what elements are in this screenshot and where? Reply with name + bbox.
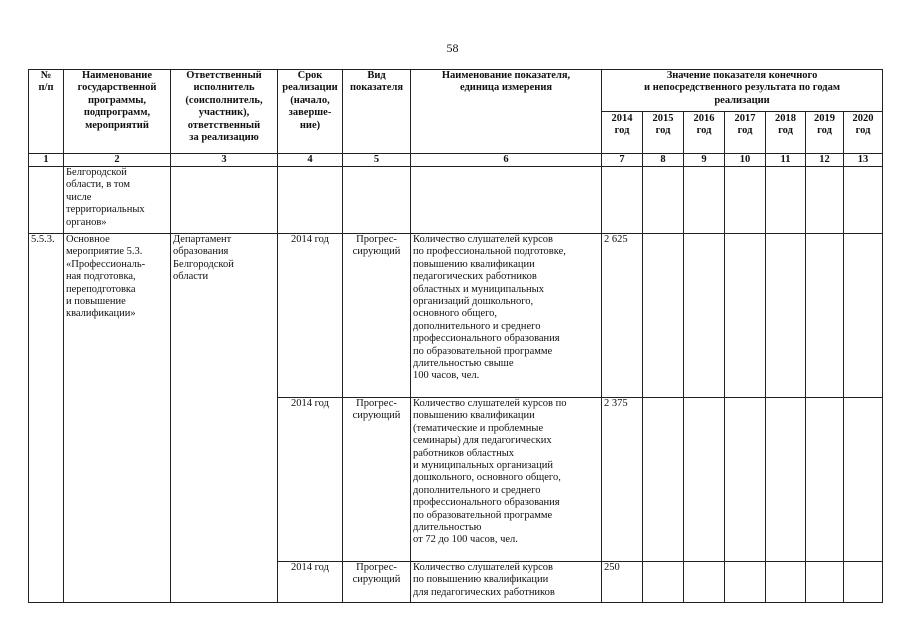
continuation-name: Белгородской области, в том числе территориальных органов» [64, 167, 171, 234]
cell-empty [29, 167, 64, 234]
continuation-row [29, 167, 883, 234]
year-2020: 2020 год [844, 112, 883, 154]
cell-empty [806, 398, 844, 562]
indicator-description: Количество слушателей курсов по профессиональной подготовке, повышению квалификации педагогических работников областных и муниципальных организаций дошкольного, основного общего, дополнительного и среднего профессионального образования по образовательной программе длительностью свыше 100 часов, чел. [411, 234, 602, 398]
indicator-row-1 [29, 234, 883, 398]
cell-empty [343, 167, 411, 234]
cell-empty [844, 167, 883, 234]
year-2014: 2014 год [602, 112, 643, 154]
cell-empty [411, 167, 602, 234]
indicator-value-2014: 2 625 [602, 234, 643, 398]
cell-empty [171, 167, 278, 234]
column-numbers-row [29, 154, 883, 167]
cell-empty [806, 234, 844, 398]
cell-empty [725, 398, 766, 562]
cell-empty [684, 398, 725, 562]
cell-empty [684, 234, 725, 398]
indicator-type: Прогрес- сирующий [343, 562, 411, 603]
column-number: 11 [766, 154, 806, 167]
measure-responsible: Департамент образования Белгородской области [171, 234, 278, 603]
indicator-term: 2014 год [278, 234, 343, 398]
column-number: 2 [64, 154, 171, 167]
cell-empty [844, 562, 883, 603]
column-number: 7 [602, 154, 643, 167]
cell-empty [844, 234, 883, 398]
column-number: 8 [643, 154, 684, 167]
indicator-type: Прогрес- сирующий [343, 398, 411, 562]
year-2018: 2018 год [766, 112, 806, 154]
cell-empty [643, 562, 684, 603]
cell-empty [806, 562, 844, 603]
cell-empty [766, 398, 806, 562]
indicator-value-2014: 2 375 [602, 398, 643, 562]
measure-number: 5.5.3. [29, 234, 64, 603]
indicator-type: Прогрес- сирующий [343, 234, 411, 398]
column-number: 10 [725, 154, 766, 167]
cell-empty [766, 234, 806, 398]
year-2015: 2015 год [643, 112, 684, 154]
page-number: 58 [446, 41, 459, 55]
column-number: 6 [411, 154, 602, 167]
header-program-name: Наименование государственной программы, подпрограмм, мероприятий [64, 70, 171, 154]
cell-empty [602, 167, 643, 234]
header-row [29, 70, 883, 112]
column-number: 5 [343, 154, 411, 167]
cell-empty [684, 167, 725, 234]
measure-name: Основное мероприятие 5.3. «Профессиональ- ная подготовка, переподготовка и повышение квалификации» [64, 234, 171, 603]
indicator-description: Количество слушателей курсов по повышению квалификации для педагогических работников [411, 562, 602, 603]
cell-empty [725, 234, 766, 398]
column-number: 1 [29, 154, 64, 167]
column-number: 13 [844, 154, 883, 167]
column-number: 4 [278, 154, 343, 167]
cell-empty [643, 167, 684, 234]
indicator-term: 2014 год [278, 562, 343, 603]
cell-empty [844, 398, 883, 562]
cell-empty [725, 167, 766, 234]
header-responsible: Ответственный исполнитель (соисполнитель, участник), ответственный за реализацию [171, 70, 278, 154]
cell-empty [725, 562, 766, 603]
indicator-value-2014: 250 [602, 562, 643, 603]
indicator-term: 2014 год [278, 398, 343, 562]
cell-empty [806, 167, 844, 234]
indicator-description: Количество слушателей курсов по повышению квалификации (тематические и проблемные семинары) для педагогических работников областных и муниципальных организаций дошкольного, основного общего, дополнительного и среднего профессионального образования по образовательной программе длительностью от 72 до 100 часов, чел. [411, 398, 602, 562]
header-indicator-values: Значение показателя конечного и непосредственного результата по годам реализации [602, 70, 883, 112]
year-2019: 2019 год [806, 112, 844, 154]
year-2016: 2016 год [684, 112, 725, 154]
cell-empty [766, 167, 806, 234]
header-indicator-name: Наименование показателя, единица измерения [411, 70, 602, 154]
header-number: № п/п [29, 70, 64, 154]
column-number: 12 [806, 154, 844, 167]
cell-empty [643, 398, 684, 562]
cell-empty [684, 562, 725, 603]
cell-empty [766, 562, 806, 603]
indicators-table [28, 69, 883, 603]
cell-empty [643, 234, 684, 398]
header-term: Срок реализации (начало, заверше- ние) [278, 70, 343, 154]
cell-empty [278, 167, 343, 234]
header-indicator-type: Вид показателя [343, 70, 411, 154]
column-number: 9 [684, 154, 725, 167]
year-2017: 2017 год [725, 112, 766, 154]
column-number: 3 [171, 154, 278, 167]
